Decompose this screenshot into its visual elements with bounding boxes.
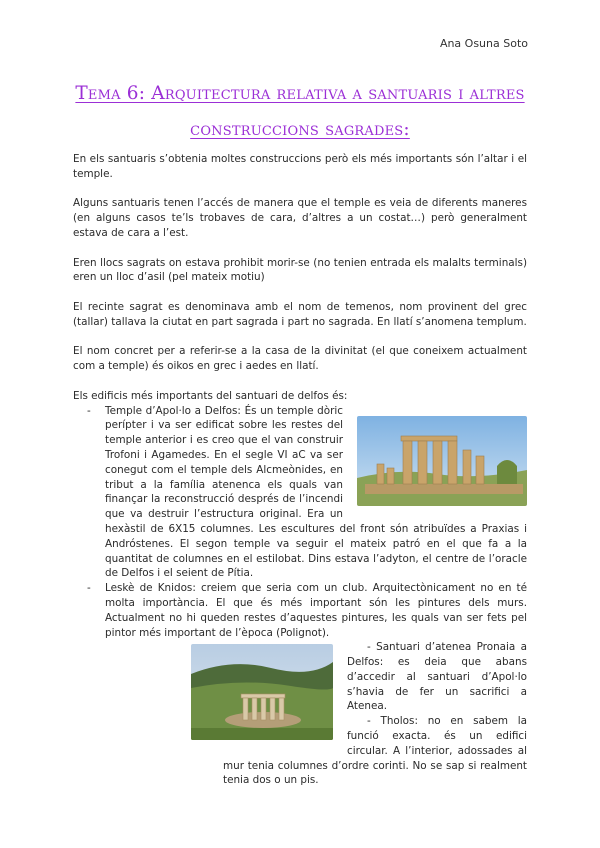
buildings-list (73, 404, 527, 641)
list-item (105, 404, 527, 582)
sublist-item-text: Tholos: no en sabem la funció exacta. és un edifici circular. A l’interior, adossades al mur tenia columnes d’ordre corinti. No se sap si realment tenia dos o un pis. (223, 715, 527, 787)
paragraph: Eren llocs sagrats on estava prohibit morir-se (no tenien entrada els malalts terminals) eren un lloc d’asil (pel mateix motiu) (73, 256, 527, 284)
sublist-item (223, 640, 527, 714)
sublist-item (223, 714, 527, 788)
temple-of-apollo-photo (357, 416, 527, 506)
list-item (105, 581, 527, 640)
dash: - (367, 715, 381, 728)
document-body (73, 152, 527, 788)
paragraph: En els santuaris s’obtenia moltes construccions però els més importants són l’altar i el temple. (73, 153, 527, 180)
paragraph: El recinte sagrat es denominava amb el nom de temenos, nom provinent del grec (tallar) tallava la ciutat en part sagrada i part no sagrada. En llatí s’anomena templum. (73, 300, 527, 328)
sublist-item-text: Santuari d’atenea Pronaia a Delfos: es deia que abans d’accedir al santuari d’Apol·lo s’havia de fer un sacrifici a Atenea. (347, 641, 527, 713)
dash: - (367, 641, 377, 654)
page-title: Tema 6: Arquitectura relativa a santuaris i altres construccions sagrades: (75, 83, 525, 140)
list-intro: Els edificis més importants del santuari de delfos és: (73, 389, 348, 402)
paragraph: Alguns santuaris tenen l’accés de manera que el temple es veia de diferents maneres (en alguns casos te’ls trobaves de cara, d’altres a un costat…) però generalment estava de cara a l’est. (73, 197, 527, 239)
paragraph: El nom concret per a referir-se a la casa de la divinitat (el que coneixem actualment com a temple) és oikos en grec i aedes en llatí. (73, 345, 527, 373)
list-item-text: Leskè de Knidos: creiem que seria com un club. Arquitectònicament no en té molta importància. El que és més important són les pintures dels murs. Actualment no hi queden restes d’aquestes pintures, les quals van ser fets pel pintor més important de l’època (Polignot). (105, 582, 527, 639)
author-name: Ana Osuna Soto (439, 37, 528, 50)
list-item-text: Temple d’Apol·lo a Delfos: És un temple dòric perípter i va ser edificat sobre les restes del temple anterior i es creo que el van construir Trofoni i Agamedes. En el segle VI aC va ser conegut com el temple dels Alcmeònides, en tribut a la família atenenca els quals van finançar la reconstrucció després de l’incendi que va destruir l’estructura original. Era un hexàstil de 6X15 columnes. Les escultures del front són atribuïdes a Praxias i Andróstenes. El segon temple va seguir el mateix patró en el que fa a la quantitat de columnes en el estilobat. Dins estava l’adyton, el centre de l’oracle de Delfos i el seient de Pítia. (105, 404, 527, 580)
sublist (223, 640, 527, 788)
